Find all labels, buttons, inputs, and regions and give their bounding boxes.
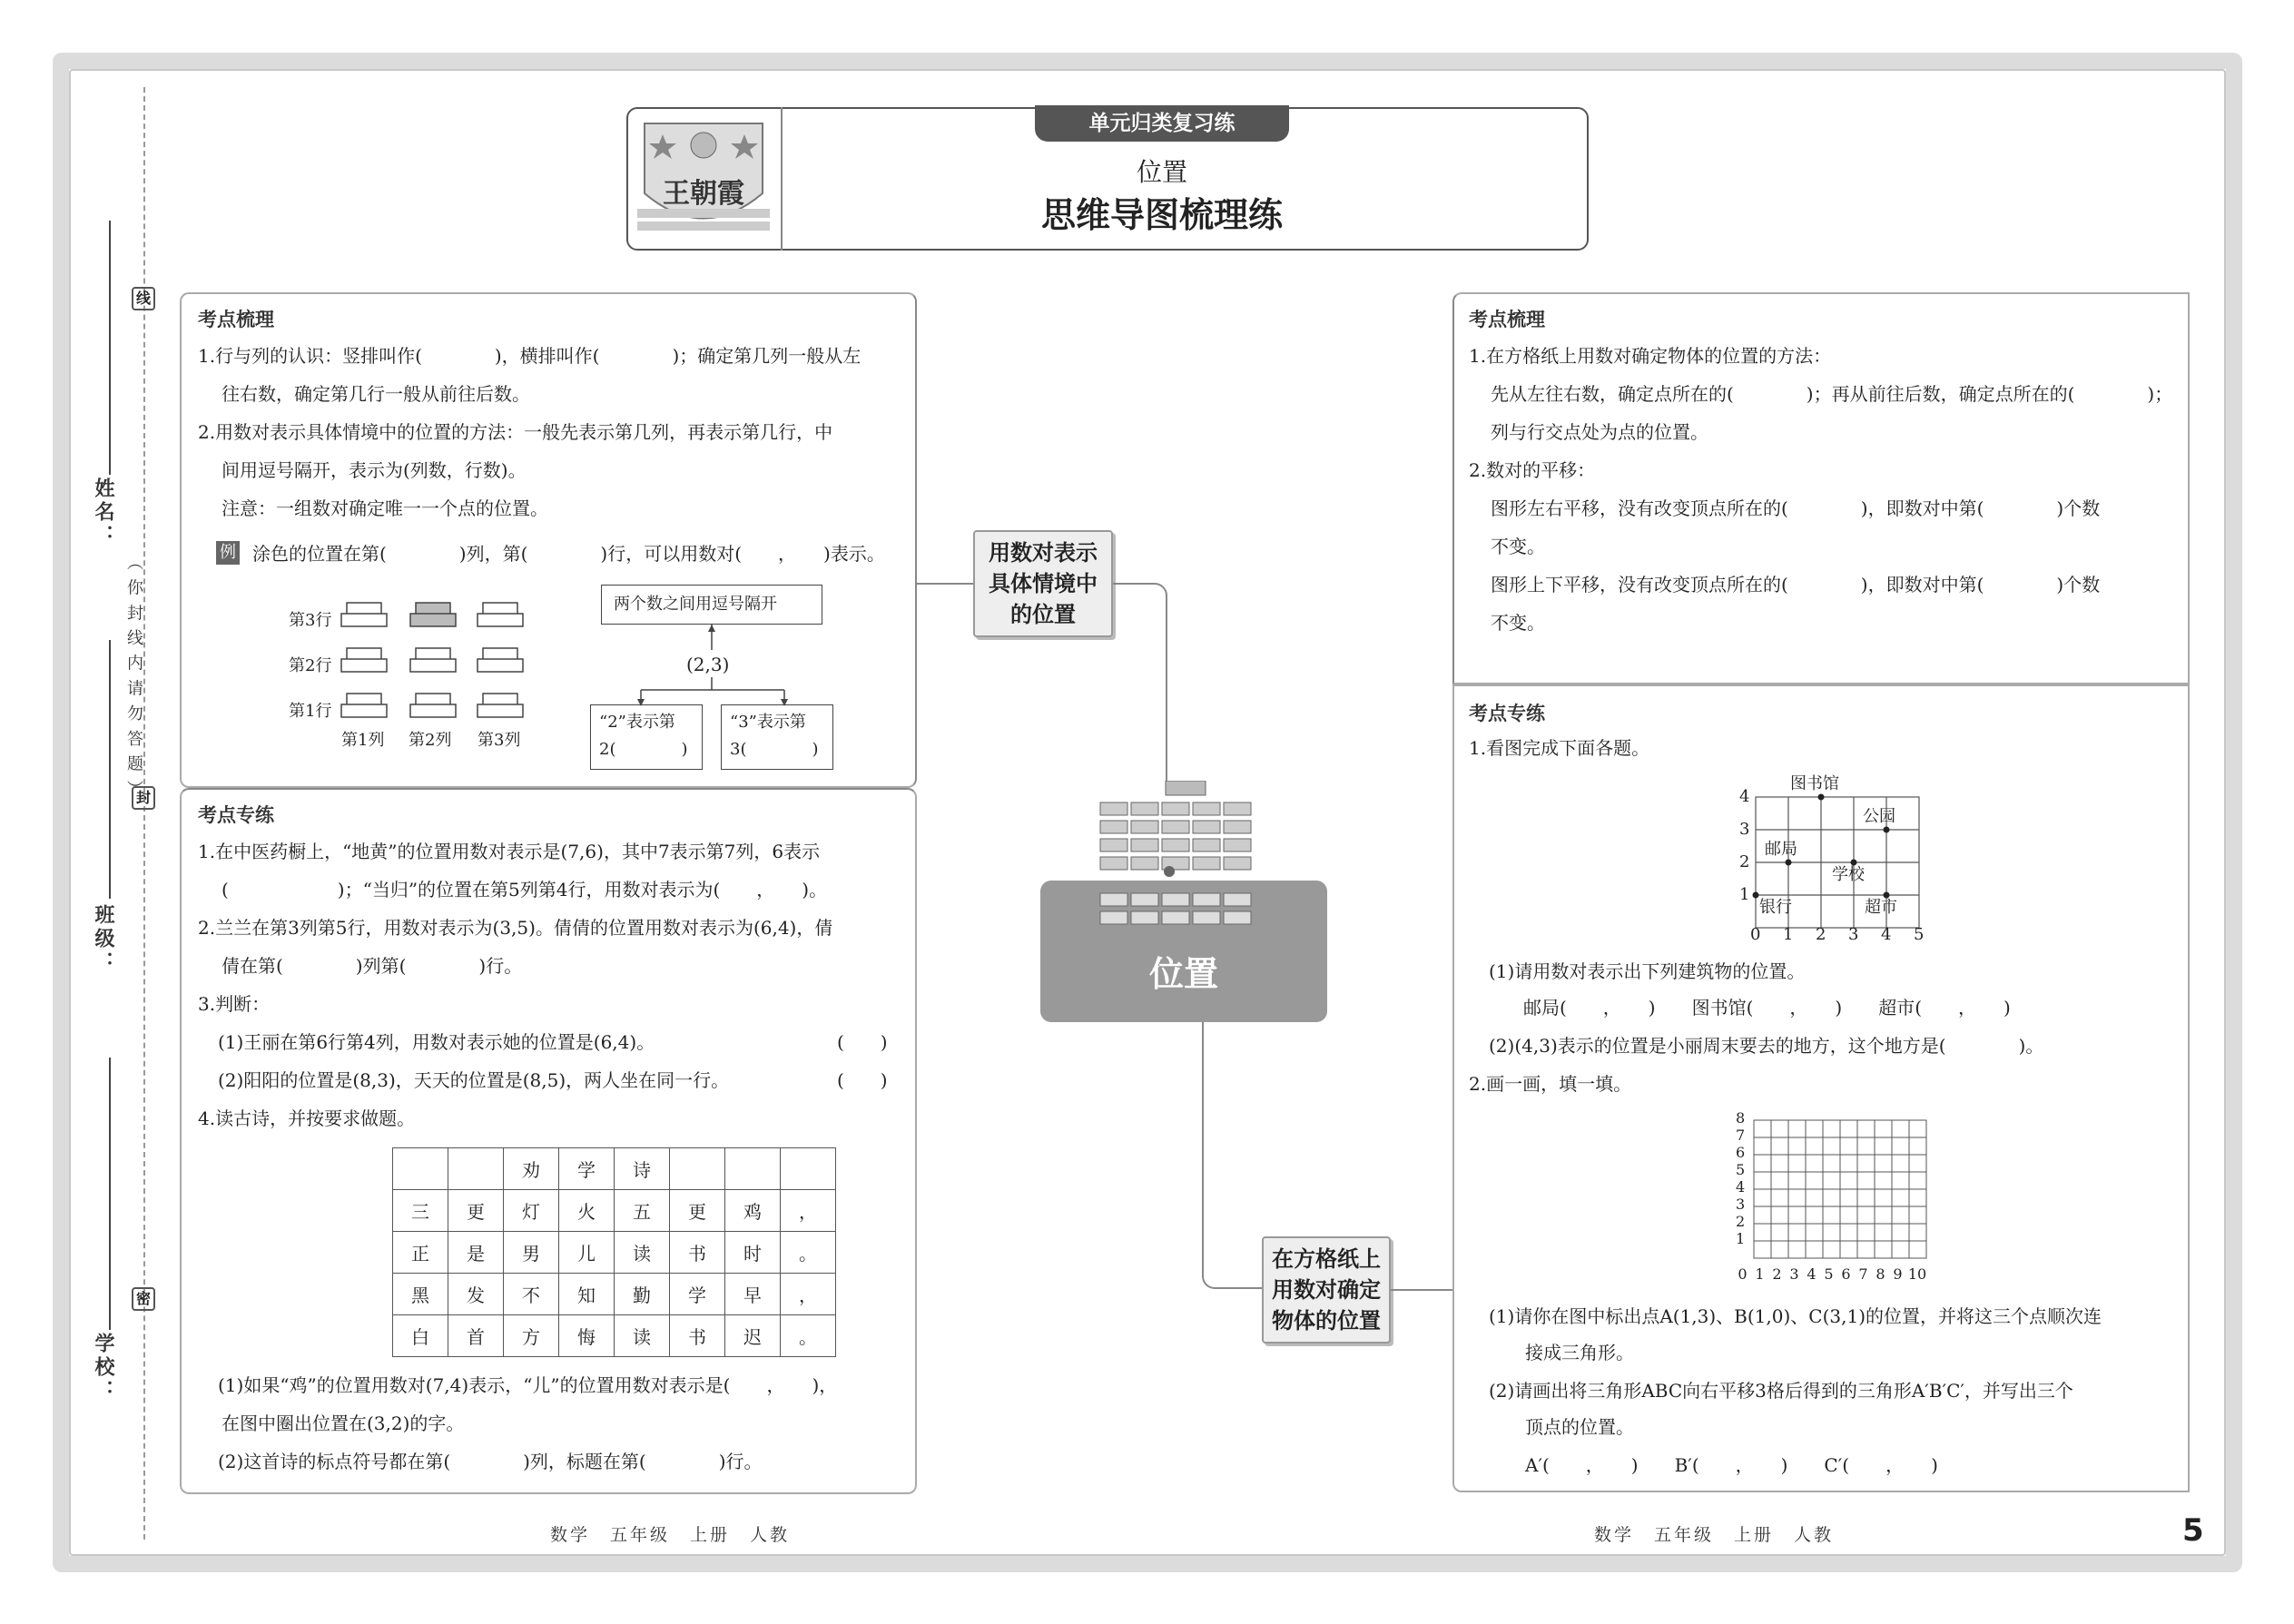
map-y-2: 2 — [1739, 852, 1750, 871]
page-number: 5 — [2182, 1512, 2204, 1549]
poem-cell: 首 — [448, 1315, 504, 1357]
center-label: 位置 — [1148, 954, 1218, 994]
rt-line-8: 不变。 — [1491, 612, 1545, 634]
binding-mark-xian: 线 — [132, 287, 155, 310]
cabinet-base-icon — [1089, 890, 1253, 930]
grid-y-tick: 1 — [1736, 1230, 1746, 1247]
binding-mark-mi: 密 — [132, 1287, 155, 1311]
grid-y-tick: 4 — [1736, 1178, 1746, 1196]
row-label-2: 第2行 — [289, 656, 332, 675]
poem-row — [393, 1274, 836, 1315]
connector-left-a — [917, 583, 973, 585]
rb-q2-1a: (1)请你在图中标出点A(1,3)、B(1,0)、C(3,1)的位置，并将这三个点顺次连 — [1489, 1305, 2102, 1327]
rb-q1-2: (2)(4,3)表示的位置是小丽周末要去的地方，这个地方是( )。 — [1489, 1035, 2044, 1057]
grid-x-labels — [1734, 1265, 1928, 1283]
header-badge: 单元归类复习练 — [1035, 105, 1289, 142]
lb-line-2: ( )；“当归”的位置在第5列第4行，用数对表示为( ， )。 — [222, 879, 828, 901]
poem-cell: 诗 — [615, 1148, 670, 1190]
lt-line-6: 涂色的位置在第( )列，第( )行，可以用数对( ， )表示。 — [252, 543, 885, 565]
connector-right-a — [1202, 1022, 1262, 1289]
pair-left-a: “2”表示第 — [599, 713, 675, 732]
poem-cell: 迟 — [725, 1315, 781, 1357]
poem-cell: ， — [781, 1190, 836, 1232]
lt-line-1: 1.行与列的认识：竖排叫作( )，横排叫作( )；确定第几列一般从左 — [198, 345, 861, 367]
poem-cell: 不 — [504, 1274, 559, 1315]
poem-cell — [670, 1148, 725, 1190]
poem-cell: 儿 — [559, 1232, 615, 1274]
rt-line-5: 图形左右平移，没有改变顶点所在的( )，即数对中第( )个数 — [1491, 497, 2101, 519]
map-x-3: 3 — [1848, 925, 1859, 944]
rb-q2-1b: 接成三角形。 — [1525, 1342, 1634, 1363]
school-line — [109, 1058, 111, 1330]
footer-left: 数学 五年级 上册 人教 — [550, 1525, 791, 1545]
col-label-1: 第1列 — [341, 731, 385, 750]
binding-mark-feng: 封 — [132, 786, 155, 810]
poem-row — [393, 1190, 836, 1232]
node-left: 用数对表示具体情境中的位置 — [973, 530, 1113, 637]
lt-line-5: 注意：一组数对确定唯一一个点的位置。 — [222, 497, 548, 519]
map-x-0: 0 — [1750, 925, 1761, 944]
grid-y-tick: 5 — [1736, 1161, 1746, 1178]
row-label-3: 第3行 — [289, 611, 332, 630]
rb-q2-2a: (2)请画出将三角形ABC向右平移3格后得到的三角形A′B′C′，并写出三个 — [1489, 1380, 2073, 1402]
poem-cell: 书 — [670, 1315, 725, 1357]
lt-line-2: 往右数，确定第几行一般从前往后数。 — [222, 383, 530, 405]
pair-right-a: “3”表示第 — [730, 713, 806, 732]
poem-cell — [725, 1148, 781, 1190]
footer-right: 数学 五年级 上册 人教 — [1594, 1525, 1835, 1545]
rb-q1-1: (1)请用数对表示出下列建筑物的位置。 — [1489, 960, 1806, 982]
poem-cell: 黑 — [393, 1274, 448, 1315]
map-x-1: 1 — [1783, 925, 1794, 944]
poem-cell — [393, 1148, 448, 1190]
class-line — [109, 640, 111, 899]
poem-cell: 。 — [781, 1315, 836, 1357]
lt-line-4: 间用逗号隔开，表示为(列数，行数)。 — [222, 459, 527, 481]
rb-q1: 1.看图完成下面各题。 — [1469, 737, 1650, 759]
map-y-3: 3 — [1739, 820, 1750, 839]
right-bottom-title: 考点专练 — [1469, 703, 1545, 724]
rb-q2-2b: 顶点的位置。 — [1525, 1416, 1634, 1438]
grid-y-tick: 2 — [1736, 1213, 1746, 1230]
row-label-1: 第1行 — [289, 702, 332, 721]
lb-after-1: (1)如果“鸡”的位置用数对(7,4)表示，“儿”的位置用数对表示是( ， )， — [218, 1374, 838, 1396]
poem-cell: 火 — [559, 1190, 615, 1232]
col-label-2: 第2列 — [409, 731, 452, 750]
coordinate-grid[interactable] — [1743, 1115, 1934, 1282]
class-label: 班级： — [92, 904, 114, 975]
map-x-4: 4 — [1881, 925, 1892, 944]
map-label-market: 超市 — [1865, 898, 1897, 917]
poem-header-row — [393, 1148, 836, 1190]
poem-cell: 劝 — [504, 1148, 559, 1190]
left-bottom-title: 考点专练 — [198, 804, 274, 826]
col-label-3: 第3列 — [478, 731, 521, 750]
lb-line-3: 2.兰兰在第3列第5行，用数对表示为(3,5)。倩倩的位置用数对表示为(6,4)，倩 — [198, 917, 833, 939]
lb-line-1: 1.在中医药橱上，“地黄”的位置用数对表示是(7,6)，其中7表示第7列，6表示 — [198, 841, 821, 862]
rb-q1-1b: 邮局( ， ) 图书馆( ， ) 超市( ， ) — [1523, 997, 2011, 1019]
rt-line-2: 先从左往右数，确定点所在的( )；再从前往后数，确定点所在的( )； — [1491, 383, 2173, 405]
poem-cell: 三 — [393, 1190, 448, 1232]
poem-cell: 。 — [781, 1232, 836, 1274]
lb-line-7: (2)阳阳的位置是(8,3)，天天的位置是(8,5)，两人坐在同一行。 — [218, 1069, 730, 1091]
grid-y-labels — [1736, 1109, 1748, 1247]
binding-note: （ 你 封 线 内 请 勿 答 题 ） — [124, 554, 143, 799]
grid-x-tick: 0 — [1738, 1265, 1748, 1283]
grid-y-tick: 8 — [1736, 1109, 1746, 1127]
lt-line-3: 2.用数对表示具体情境中的位置的方法：一般先表示第几列，再表示第几行，中 — [198, 421, 833, 443]
grid-x-tick: 5 — [1824, 1265, 1834, 1283]
rt-line-4: 2.数对的平移： — [1469, 459, 1596, 481]
grid-y-tick: 6 — [1736, 1144, 1746, 1161]
map-label-park: 公园 — [1863, 807, 1895, 826]
judge-paren-2[interactable]: ( ) — [837, 1069, 888, 1091]
poem-cell: 勤 — [615, 1274, 670, 1315]
grid-x-tick: 6 — [1841, 1265, 1851, 1283]
poem-cell: 方 — [504, 1315, 559, 1357]
logo-text: 王朝霞 — [663, 178, 744, 210]
name-line — [109, 221, 111, 475]
poem-cell: 书 — [670, 1232, 725, 1274]
grid-x-tick: 4 — [1807, 1265, 1816, 1283]
poem-cell: 更 — [670, 1190, 725, 1232]
poem-cell: 灯 — [504, 1190, 559, 1232]
poem-cell — [448, 1148, 504, 1190]
map-label-school: 学校 — [1832, 865, 1865, 884]
poem-cell: ， — [781, 1274, 836, 1315]
map-label-post: 邮局 — [1765, 840, 1797, 859]
grid-x-tick: 10 — [1907, 1265, 1927, 1283]
poem-cell: 读 — [615, 1232, 670, 1274]
judge-paren-1[interactable]: ( ) — [837, 1031, 888, 1053]
lb-line-4: 倩在第( )列第( )行。 — [222, 955, 523, 977]
pair-left-b: 2( ) — [599, 740, 688, 759]
poem-cell: 学 — [670, 1274, 725, 1315]
school-label: 学校： — [92, 1333, 114, 1403]
map-y-1: 1 — [1739, 885, 1750, 904]
grid-x-tick: 8 — [1876, 1265, 1885, 1283]
grid-x-tick: 7 — [1858, 1265, 1868, 1283]
poem-cell: 鸡 — [725, 1190, 781, 1232]
poem-grid — [392, 1147, 836, 1357]
grid-x-tick: 2 — [1772, 1265, 1782, 1283]
rt-line-1: 1.在方格纸上用数对确定物体的位置的方法： — [1469, 345, 1832, 367]
rb-q2: 2.画一画，填一填。 — [1469, 1073, 1632, 1095]
poem-cell: 是 — [448, 1232, 504, 1274]
grid-y-tick: 3 — [1736, 1196, 1746, 1213]
rt-line-6: 不变。 — [1491, 536, 1545, 557]
map-x-2: 2 — [1816, 925, 1826, 944]
poem-cell: 白 — [393, 1315, 448, 1357]
map-label-bank: 银行 — [1759, 898, 1792, 917]
name-label: 姓名： — [92, 477, 114, 548]
poem-cell: 读 — [615, 1315, 670, 1357]
grid-x-tick: 1 — [1755, 1265, 1765, 1283]
poem-row — [393, 1315, 836, 1357]
grid-y-tick: 7 — [1736, 1127, 1746, 1144]
map-x-5: 5 — [1914, 925, 1925, 944]
example-tag: 例 — [216, 541, 240, 565]
grid-x-tick: 3 — [1789, 1265, 1799, 1283]
pair-value: (2,3) — [686, 654, 730, 675]
lb-after-3: (2)这首诗的标点符号都在第( )列，标题在第( )行。 — [218, 1451, 763, 1472]
connector-left-b — [1113, 583, 1167, 792]
poem-cell: 男 — [504, 1232, 559, 1274]
lb-line-5: 3.判断： — [198, 993, 271, 1015]
right-top-title: 考点梳理 — [1469, 309, 1545, 330]
comma-note: 两个数之间用逗号隔开 — [614, 595, 777, 614]
pair-right-b: 3( ) — [730, 740, 819, 759]
poem-cell: 更 — [448, 1190, 504, 1232]
poem-cell: 悔 — [559, 1315, 615, 1357]
poem-cell: 时 — [725, 1232, 781, 1274]
poem-cell: 早 — [725, 1274, 781, 1315]
header-subtitle: 位置 — [1136, 157, 1187, 187]
map-y-4: 4 — [1739, 787, 1750, 806]
poem-cell: 正 — [393, 1232, 448, 1274]
rb-q2-2c: A′( ， ) B′( ， ) C′( ， ) — [1525, 1454, 1938, 1476]
poem-cell: 知 — [559, 1274, 615, 1315]
poem-cell: 五 — [615, 1190, 670, 1232]
grid-x-tick: 9 — [1893, 1265, 1903, 1283]
poem-cell: 学 — [559, 1148, 615, 1190]
map-label-library: 图书馆 — [1790, 774, 1839, 793]
node-right: 在方格纸上用数对确定物体的位置 — [1262, 1236, 1391, 1343]
poem-row — [393, 1232, 836, 1274]
lb-line-8: 4.读古诗，并按要求做题。 — [198, 1107, 416, 1129]
lb-after-2: 在图中圈出位置在(3,2)的字。 — [222, 1412, 465, 1434]
left-top-title: 考点梳理 — [198, 309, 274, 330]
rt-line-7: 图形上下平移，没有改变顶点所在的( )，即数对中第( )个数 — [1491, 574, 2101, 595]
logo-area — [626, 107, 783, 251]
poem-cell: 发 — [448, 1274, 504, 1315]
connector-right-b — [1391, 1289, 1454, 1291]
lb-line-6: (1)王丽在第6行第4列，用数对表示她的位置是(6,4)。 — [218, 1031, 655, 1053]
rt-line-3: 列与行交点处为点的位置。 — [1491, 421, 1708, 443]
poem-cell — [781, 1148, 836, 1190]
page-title: 思维导图梳理练 — [1040, 195, 1283, 235]
